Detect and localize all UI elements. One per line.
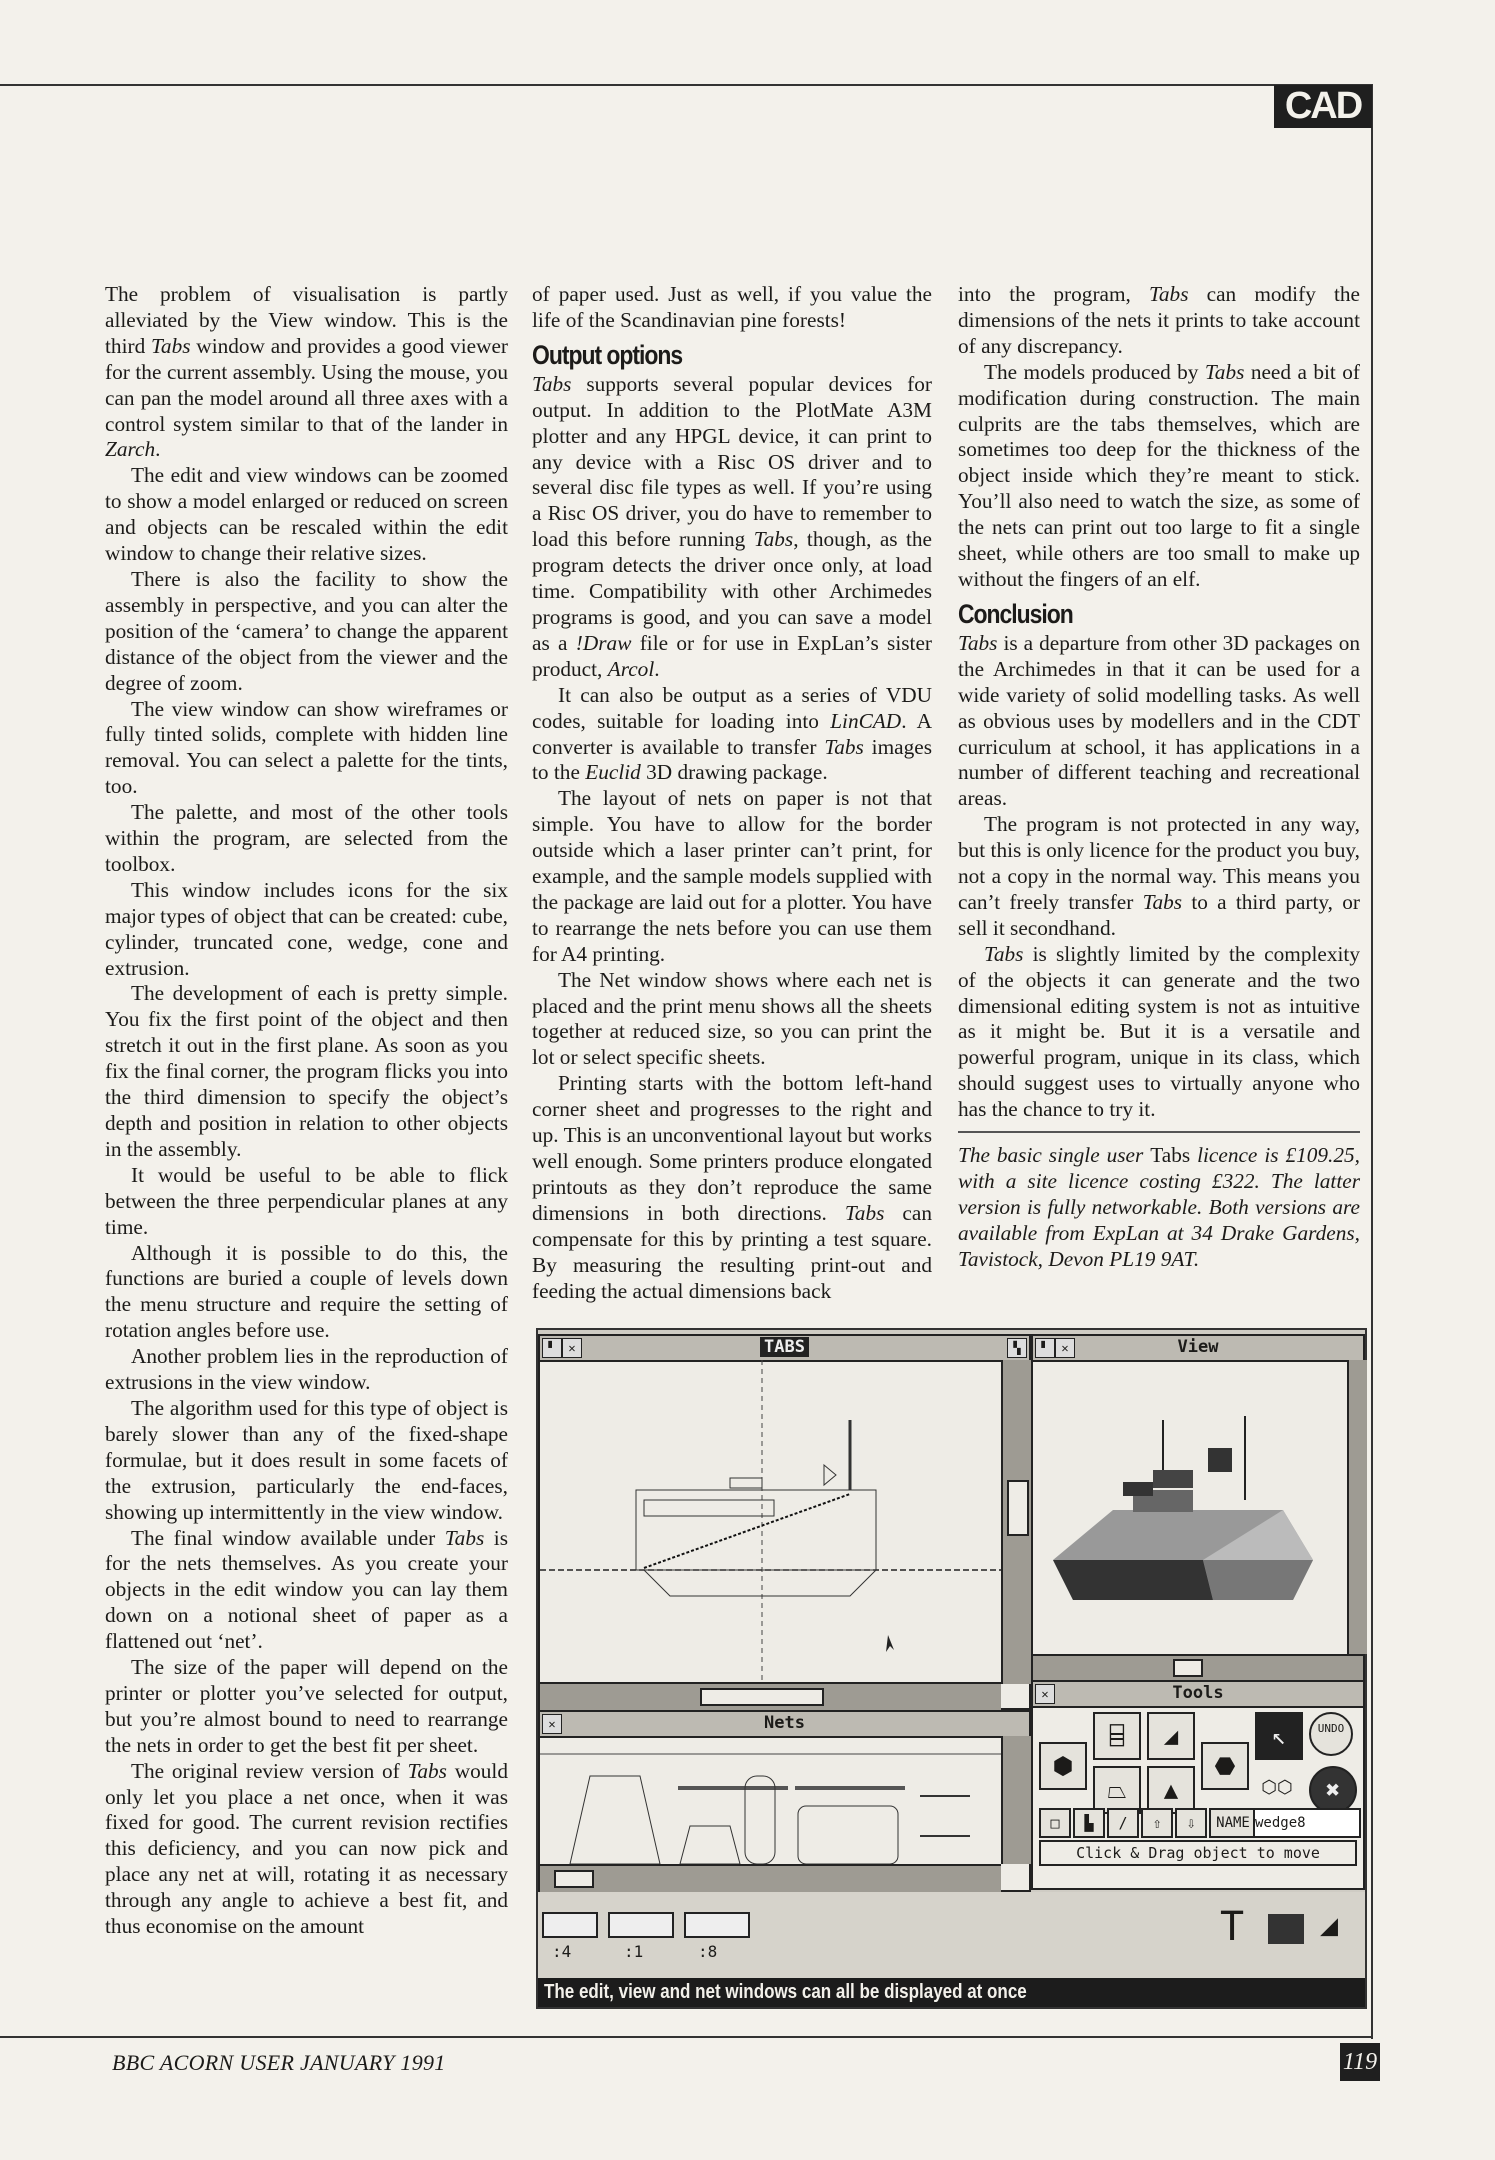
text-run: is a departure from other 3D packages on the Archimedes in that it can be used for a wide variety of solid modelling tasks. As well as obvious uses by modellers and in the CDT curriculum at school, it has applications in a number of different teaching and recreational areas.	[958, 630, 1360, 811]
text-run: Tabs	[1150, 1143, 1191, 1168]
text-run: file or for use in ExpLan’s sister product,	[532, 630, 932, 681]
body-paragraph	[958, 360, 1360, 593]
nets-drawing	[540, 1736, 1003, 1864]
view-window	[1031, 1334, 1365, 1680]
close-icon[interactable]: ✕	[542, 1714, 562, 1734]
body-paragraph	[105, 1396, 508, 1526]
text-run: to a third party, or sell it secondhand.	[958, 889, 1360, 940]
text-run: The size of the paper will depend on the printer or plotter you’ve selected for output, but you’re almost bound to need to rearrange the nets in order to get the best fit per sheet.	[105, 1655, 508, 1757]
edit-window	[538, 1334, 1031, 1710]
text-run: It can also be output as a series of VDU codes, suitable for loading into	[532, 682, 932, 733]
close-icon[interactable]: ✕	[1055, 1338, 1075, 1358]
text-run: Another problem lies in the reproduction of extrusions in the view window.	[105, 1344, 508, 1395]
text-run: The development of each is pretty simple. You fix the first point of the object and then stretch it out in the first plane. As soon as you fix the final corner, the program flicks you into the third dimension to specify the object’s depth and position in relation to other objects in the assembly.	[105, 981, 508, 1161]
body-paragraph	[532, 683, 932, 787]
palette-icon[interactable]	[1268, 1914, 1304, 1944]
italic-title: Tabs	[753, 527, 794, 552]
italic-title: Arcol	[607, 656, 655, 681]
divider	[958, 1131, 1360, 1133]
view-window-titlebar[interactable]	[1033, 1336, 1363, 1362]
cylinder-tool-icon[interactable]: ⌸	[1093, 1712, 1141, 1760]
toggle-size-icon[interactable]: ▚	[1007, 1338, 1027, 1358]
text-run: . A converter is available to transfer	[532, 708, 932, 759]
text-run: would only let you place a net once, when it was fixed for good. The current revision rectifies this deficiency, and you can now pick and place any net at will, rotating it as necessary through any angle to achieve a best fit, and thus economise on the amount	[105, 1758, 508, 1939]
close-icon[interactable]: ✕	[562, 1338, 582, 1358]
text-run: This window includes icons for the six major types of object that can be created: cube, cylinder, truncated cone, wedge, cone and extrusion.	[105, 877, 508, 980]
drive-label: :1	[624, 1942, 644, 1961]
top-rule	[0, 84, 1372, 86]
italic-title: Euclid	[585, 760, 641, 785]
text-run: The original review version of	[131, 1758, 408, 1783]
view-horizontal-scrollbar[interactable]	[1033, 1654, 1363, 1680]
nets-vertical-scrollbar[interactable]	[1001, 1736, 1031, 1864]
acorn-icon[interactable]: ◢	[1320, 1908, 1339, 1943]
text-run: window and provides a good viewer for the current assembly. Using the mouse, you can pan the model around all three axes with a control system similar to that of the lander in	[105, 333, 508, 436]
text-run: The problem of visualisation is partly alleviated by the View window. This is the third	[105, 282, 508, 358]
italic-title: Tabs	[824, 734, 864, 759]
text-run: .	[155, 437, 161, 462]
text-run: Printing starts with the bottom left-hand corner sheet and progresses to the right and up. This is an unconventional layout but works well enough. Some printers produce elongated printouts as they don’t reproduce the same dimensions in both directions.	[532, 1071, 932, 1225]
text-run: The edit and view windows can be zoomed to show a model enlarged or reduced on screen and objects can be rescaled within the edit window to change their relative sizes.	[105, 463, 508, 566]
figure-caption: The edit, view and net windows can all be displayed at once	[538, 1978, 1365, 2007]
italic-title: Zarch	[105, 437, 156, 462]
body-paragraph	[532, 282, 932, 334]
text-run: The final window available under	[131, 1525, 445, 1550]
italic-title: Tabs	[151, 333, 191, 358]
view-vertical-scrollbar[interactable]	[1347, 1360, 1367, 1654]
body-paragraph	[105, 567, 508, 697]
text-run: licence is £109.25, with a site licence costing £322. The latter version is fully networkable. Both versions are available from ExpLan at 34 Drake Gardens, Tavistock, Devon PL19 9AT.	[958, 1143, 1360, 1271]
italic-title: Tabs	[1149, 282, 1189, 306]
italic-title: Tabs	[984, 941, 1024, 966]
column-1	[105, 282, 508, 1940]
italic-title: LinCAD	[830, 708, 902, 733]
back-icon[interactable]: ▘	[542, 1338, 562, 1358]
body-paragraph	[105, 1241, 508, 1345]
italic-title: Tabs	[532, 371, 572, 396]
text-run: images to the	[532, 734, 932, 785]
delete-tool-icon[interactable]: ✖	[1309, 1766, 1357, 1814]
text-run: .	[654, 656, 660, 681]
back-icon[interactable]: ▘	[1035, 1338, 1055, 1358]
view-3d-model	[1033, 1360, 1349, 1656]
italic-title: Tabs	[958, 630, 998, 655]
extrusion-tool-icon[interactable]: ⬣	[1201, 1742, 1249, 1790]
disc-drive-icon[interactable]	[542, 1912, 598, 1938]
body-paragraph	[532, 372, 932, 683]
body-paragraph	[958, 942, 1360, 1123]
nets-window-title: Nets	[764, 1713, 805, 1733]
text-run: can modify the dimensions of the nets it prints to take account of any discrepancy.	[958, 282, 1360, 358]
nets-window-titlebar[interactable]	[540, 1712, 1029, 1738]
column-3	[958, 282, 1360, 1273]
text-run: It would be useful to be able to flick between the three perpendicular planes at any time.	[105, 1162, 508, 1239]
text-run: The algorithm used for this type of object is barely slower than any of the fixed-shape formulae, but it does result in some facets of the extrusion, particularly the end-faces, showing up intermittently in the view window.	[105, 1395, 508, 1524]
truncated-cone-tool-icon[interactable]: ⏢	[1093, 1766, 1141, 1814]
text-run: The layout of nets on paper is not that simple. You have to allow for the border outside which a laser printer can’t print, for example, and the sample models supplied with the package are laid out for a plotter. You have to rearrange the nets before you can use them for A4 printing.	[532, 786, 932, 966]
body-paragraph	[532, 1071, 932, 1304]
text-run: , though, as the program detects the driver once only, at load time. Compatibility with other Archimedes programs is good, and you can save a model as a	[532, 527, 932, 655]
edit-window-title: TABS	[760, 1337, 809, 1357]
line-tool-icon[interactable]: /	[1107, 1808, 1139, 1838]
text-run: The models produced by	[984, 359, 1205, 384]
body-paragraph	[105, 1759, 508, 1940]
status-line: Click & Drag object to move	[1039, 1840, 1357, 1866]
text-run: of paper used. Just as well, if you value the life of the Scandinavian pine forests!	[532, 282, 932, 332]
mouse-pointer-icon	[886, 1635, 894, 1652]
text-run: The basic single user	[958, 1143, 1151, 1168]
edit-horizontal-scrollbar[interactable]	[540, 1682, 1001, 1710]
down-arrow-icon[interactable]: ⇩	[1175, 1808, 1207, 1838]
text-run: The program is not protected in any way, but this is only licence for the product you buy, not a copy in the normal way. This means you can’t freely transfer	[958, 812, 1360, 914]
name-label: NAME	[1209, 1808, 1257, 1838]
tabs-app-icon[interactable]: T	[1220, 1904, 1245, 1950]
body-paragraph	[532, 786, 932, 967]
body-paragraph	[105, 1344, 508, 1396]
column-2	[532, 282, 932, 1304]
body-paragraph	[958, 282, 1360, 360]
edit-window-titlebar[interactable]	[540, 1336, 1029, 1362]
text-run: can compensate for this by printing a test square. By measuring the resulting print-out and feeding the actual dimensions back	[532, 1200, 932, 1303]
cone-tool-icon[interactable]: ▲	[1147, 1766, 1195, 1814]
wedge-tool-icon[interactable]: ◢	[1147, 1712, 1195, 1760]
tools-window-titlebar[interactable]	[1033, 1682, 1363, 1708]
text-run: is for the nets themselves. As you create your objects in the edit window you can lay them down on a notional sheet of paper as a flattened out ‘net’.	[105, 1525, 509, 1654]
price-info	[958, 1143, 1360, 1273]
tools-window	[1031, 1680, 1365, 1890]
body-paragraph	[105, 878, 508, 982]
body-paragraph	[105, 981, 508, 1162]
body-paragraph	[958, 631, 1360, 812]
disc-drive-icon[interactable]	[684, 1912, 750, 1938]
body-paragraph	[105, 1655, 508, 1759]
text-run: The view window can show wireframes or fully tinted solids, complete with hidden line removal. You can select a palette for the tints, too.	[105, 696, 508, 799]
right-rule	[1371, 84, 1373, 2039]
text-run: There is also the facility to show the assembly in perspective, and you can alter the position of the ‘camera’ to change the apparent distance of the object from the viewer and the degree of zoom.	[105, 566, 508, 695]
section-heading: Conclusion	[958, 598, 1073, 629]
italic-title: Tabs	[1142, 889, 1183, 914]
undo-button[interactable]: UNDO	[1309, 1712, 1353, 1756]
italic-title: Tabs	[844, 1200, 885, 1225]
up-arrow-icon[interactable]: ⇧	[1141, 1808, 1173, 1838]
drive-label: :8	[698, 1942, 718, 1961]
italic-title: Tabs	[407, 1758, 447, 1783]
cube-tool-icon[interactable]: ⬢	[1039, 1742, 1087, 1790]
body-paragraph	[105, 282, 508, 463]
screenshot-figure	[536, 1328, 1367, 2009]
disc-drive-icon[interactable]	[608, 1912, 674, 1938]
fill-tool-icon[interactable]: ▙	[1073, 1808, 1105, 1838]
name-input[interactable]: wedge8	[1253, 1808, 1361, 1838]
italic-title: Tabs	[1204, 359, 1245, 384]
footer-rule	[0, 2036, 1372, 2038]
body-paragraph	[105, 1526, 508, 1656]
body-paragraph	[105, 463, 508, 567]
close-icon[interactable]: ✕	[1035, 1684, 1055, 1704]
tools-window-title: Tools	[1172, 1683, 1224, 1703]
drive-label: :4	[552, 1942, 572, 1961]
select-arrow-tool-icon[interactable]: ↖	[1255, 1712, 1303, 1760]
italic-title: Tabs	[444, 1525, 485, 1550]
section-badge: CAD	[1274, 85, 1372, 128]
body-paragraph	[105, 1163, 508, 1241]
text-run: The Net window shows where each net is placed and the print menu shows all the sheets together at reduced size, so you can print the lot or select specific sheets.	[532, 967, 932, 1070]
footer-publication: BBC ACORN USER JANUARY 1991	[112, 2050, 446, 2075]
icon-bar	[538, 1892, 1365, 1981]
body-paragraph	[105, 697, 508, 801]
view-window-title: View	[1177, 1337, 1219, 1357]
body-paragraph	[532, 968, 932, 1072]
text-run: The palette, and most of the other tools within the program, are selected from the toolbox.	[105, 800, 508, 876]
text-run: supports several popular devices for output. In addition to the PlotMate A3M plotter and any HPGL device, it can print to any device with a Risc OS driver and to several disc file types as well. If you’re using a Risc OS driver, you do have to remember to load this before running	[532, 371, 932, 552]
text-run: Although it is possible to do this, the functions are buried a couple of levels down the menu structure and require the setting of rotation angles before use.	[105, 1240, 508, 1343]
text-run: 3D drawing package.	[640, 760, 828, 785]
body-paragraph	[105, 800, 508, 878]
italic-title: !Draw	[575, 630, 632, 655]
page-number: 119	[1340, 2043, 1380, 2081]
text-run: need a bit of modification during construction. The main culprits are the tabs themselves, which are sometimes too deep for the thickness of the object inside which they’re meant to stick. You’ll also need to watch the size, as some of the nets can print out too large to fit a single sheet, while others are too small to make up without the fingers of an elf.	[958, 359, 1360, 591]
text-run: is slightly limited by the complexity of the objects it can generate and the two dimensional editing system is not as intuitive as it might be. But it is a versatile and powerful program, unique in its class, which should suggest uses to virtually anyone who has the chance to try it.	[958, 941, 1360, 1122]
text-run: into the program,	[958, 282, 1150, 306]
edit-vertical-scrollbar[interactable]	[1001, 1360, 1031, 1684]
nets-horizontal-scrollbar[interactable]	[540, 1864, 1001, 1892]
square-tool-icon[interactable]: □	[1039, 1808, 1071, 1838]
section-heading: Output options	[532, 339, 683, 370]
group-cubes-icon[interactable]: ⬡⬡	[1261, 1777, 1293, 1798]
edit-drawing	[540, 1360, 1001, 1682]
nets-window	[538, 1710, 1031, 1892]
body-paragraph	[958, 812, 1360, 942]
